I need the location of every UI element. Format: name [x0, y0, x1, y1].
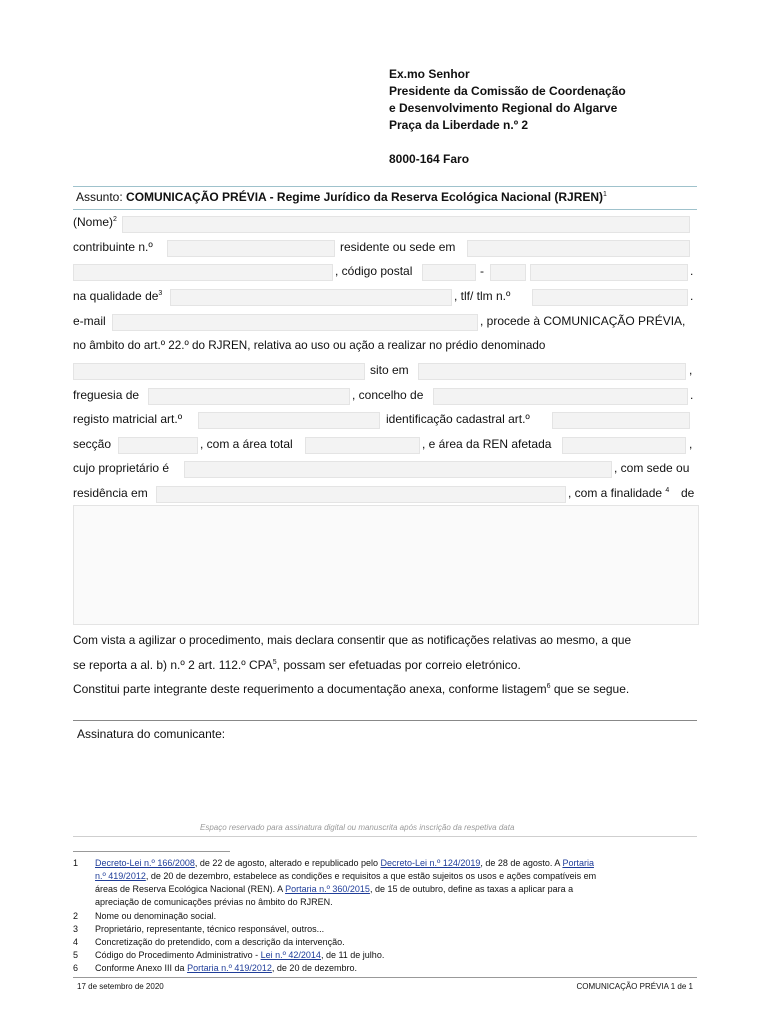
- email-field[interactable]: [112, 314, 478, 331]
- label-concelho: , concelho de: [352, 388, 424, 402]
- label-residente: residente ou sede em: [340, 240, 456, 254]
- label-ponto-3: .: [690, 388, 694, 402]
- label-area-ren: , e área da REN afetada: [422, 437, 552, 451]
- label-virgula-2: ,: [689, 437, 693, 451]
- label-proprietario: cujo proprietário é: [73, 461, 170, 475]
- address-line-3: e Desenvolvimento Regional do Algarve: [389, 101, 618, 115]
- freguesia-field[interactable]: [148, 388, 350, 405]
- area-ren-field[interactable]: [562, 437, 686, 454]
- label-de: de: [681, 486, 695, 500]
- footer-date: 17 de setembro de 2020: [77, 982, 164, 991]
- proprietario-field[interactable]: [184, 461, 612, 478]
- footnote-separator: [73, 851, 230, 852]
- label-sito: sito em: [370, 363, 409, 377]
- tlf-field[interactable]: [532, 289, 688, 306]
- nome-field[interactable]: [122, 216, 690, 233]
- link-portaria-419-2012-b[interactable]: n.º 419/2012: [95, 871, 146, 881]
- seccao-field[interactable]: [118, 437, 198, 454]
- divider-signature: [73, 720, 697, 721]
- divider-footer: [73, 977, 697, 978]
- footer-page: COMUNICAÇÃO PRÉVIA 1 de 1: [576, 982, 693, 991]
- declaration-line-2: se reporta a al. b) n.º 2 art. 112.º CPA$^5$, possam ser efetuadas por correio eletrónico.: [73, 658, 521, 672]
- label-contribuinte: contribuinte n.º: [73, 240, 153, 254]
- subject-title: COMUNICAÇÃO PRÉVIA - Regime Jurídico da Reserva Ecológica Nacional (RJREN): [126, 190, 604, 204]
- link-portaria-419-2012-a[interactable]: Portaria: [562, 858, 594, 868]
- codigo-postal-field-2[interactable]: [490, 264, 526, 281]
- finalidade-textarea[interactable]: [73, 505, 699, 625]
- subject-note: 1: [603, 191, 607, 198]
- subject-line: [76, 190, 607, 204]
- link-lei-42-2014[interactable]: Lei n.º 42/2014: [260, 950, 321, 960]
- label-seccao: secção: [73, 437, 112, 451]
- label-procede: , procede à COMUNICAÇÃO PRÉVIA,: [480, 314, 686, 328]
- recipient-address: [389, 66, 626, 168]
- label-registo: registo matricial art.º: [73, 412, 183, 426]
- label-area-total: , com a área total: [200, 437, 293, 451]
- label-qualidade: na qualidade $de^3$: [73, 289, 163, 303]
- signature-caption: Espaço reservado para assinatura digital ou manuscrita após inscrição da respetiva data: [200, 823, 515, 832]
- registo-field[interactable]: [198, 412, 380, 429]
- divider-subject: [73, 209, 697, 210]
- residente-field[interactable]: [467, 240, 690, 257]
- label-freguesia: freguesia de: [73, 388, 140, 402]
- concelho-field[interactable]: [433, 388, 688, 405]
- signature-area[interactable]: [73, 745, 697, 831]
- label-residencia: residência em: [73, 486, 148, 500]
- address-line-1: Ex.mo Senhor: [389, 67, 470, 81]
- label-tlf: , tlf/ tlm n.º: [454, 289, 511, 303]
- label-hifen: -: [480, 264, 484, 278]
- signature-label: Assinatura do comunicante:: [77, 727, 226, 741]
- codigo-postal-field-1[interactable]: [422, 264, 476, 281]
- sito-field[interactable]: [418, 363, 686, 380]
- label-email: e-mail: [73, 314, 106, 328]
- address-postal: 8000-164 Faro: [389, 152, 470, 166]
- footnote-1: 1 Decreto-Lei n.º 166/2008, de 22 de agosto, alterado e republicado pelo Decreto-Lei n.º 124/2019, de 28 de agosto. A Portaria n.º 419/2012, de 20 de dezembro, estabelece as condições e requisitos a que estão sujeitos os usos e ações compatíveis em áreas de Reserva Ecológica Nacional (REN). A Portaria n.º 360/2015, de 15 de outubro, define as taxas a aplicar para a apreciação de comunicações prévias no âmbito do RJREN.: [73, 858, 597, 907]
- address-line-4: Praça da Liberdade n.º 2: [389, 118, 529, 132]
- link-decreto-166-2008[interactable]: Decreto-Lei n.º 166/2008: [95, 858, 195, 868]
- label-com-sede: , com sede ou: [614, 461, 690, 475]
- label-finalidade: , com a finalidade $^4$: [568, 486, 670, 500]
- identificacao-field[interactable]: [552, 412, 690, 429]
- area-total-field[interactable]: [305, 437, 420, 454]
- link-decreto-124-2019[interactable]: Decreto-Lei n.º 124/2019: [380, 858, 481, 868]
- morada-field[interactable]: [73, 264, 333, 281]
- label-nome: (Nome)$^2$: [73, 215, 117, 229]
- contribuinte-field[interactable]: [167, 240, 335, 257]
- link-portaria-419-2012-c[interactable]: Portaria n.º 419/2012: [187, 963, 272, 973]
- divider-caption: [73, 836, 697, 837]
- localidade-field[interactable]: [530, 264, 688, 281]
- label-identificacao: identificação cadastral art.º: [386, 412, 530, 426]
- qualidade-field[interactable]: [170, 289, 452, 306]
- subject-label: Assunto:: [76, 190, 127, 204]
- label-codigo-postal: , código postal: [335, 264, 413, 278]
- address-line-2: Presidente da Comissão de Coordenação: [389, 84, 626, 98]
- predio-field[interactable]: [73, 363, 365, 380]
- label-ambito: no âmbito do art.º 22.º do RJREN, relativa ao uso ou ação a realizar no prédio denominado: [73, 339, 546, 352]
- divider-top: [73, 186, 697, 187]
- label-virgula-1: ,: [689, 363, 693, 377]
- label-ponto-2: .: [690, 289, 694, 303]
- residencia-field[interactable]: [156, 486, 566, 503]
- label-ponto-1: .: [690, 264, 694, 278]
- declaration-line-3: Constitui parte integrante deste requerimento a documentação anexa, conforme listagem$^6$ que se segue.: [73, 682, 630, 696]
- declaration-line-1: Com vista a agilizar o procedimento, mais declara consentir que as notificações relativas ao mesmo, a que: [73, 633, 632, 647]
- link-portaria-360-2015[interactable]: Portaria n.º 360/2015: [285, 884, 370, 894]
